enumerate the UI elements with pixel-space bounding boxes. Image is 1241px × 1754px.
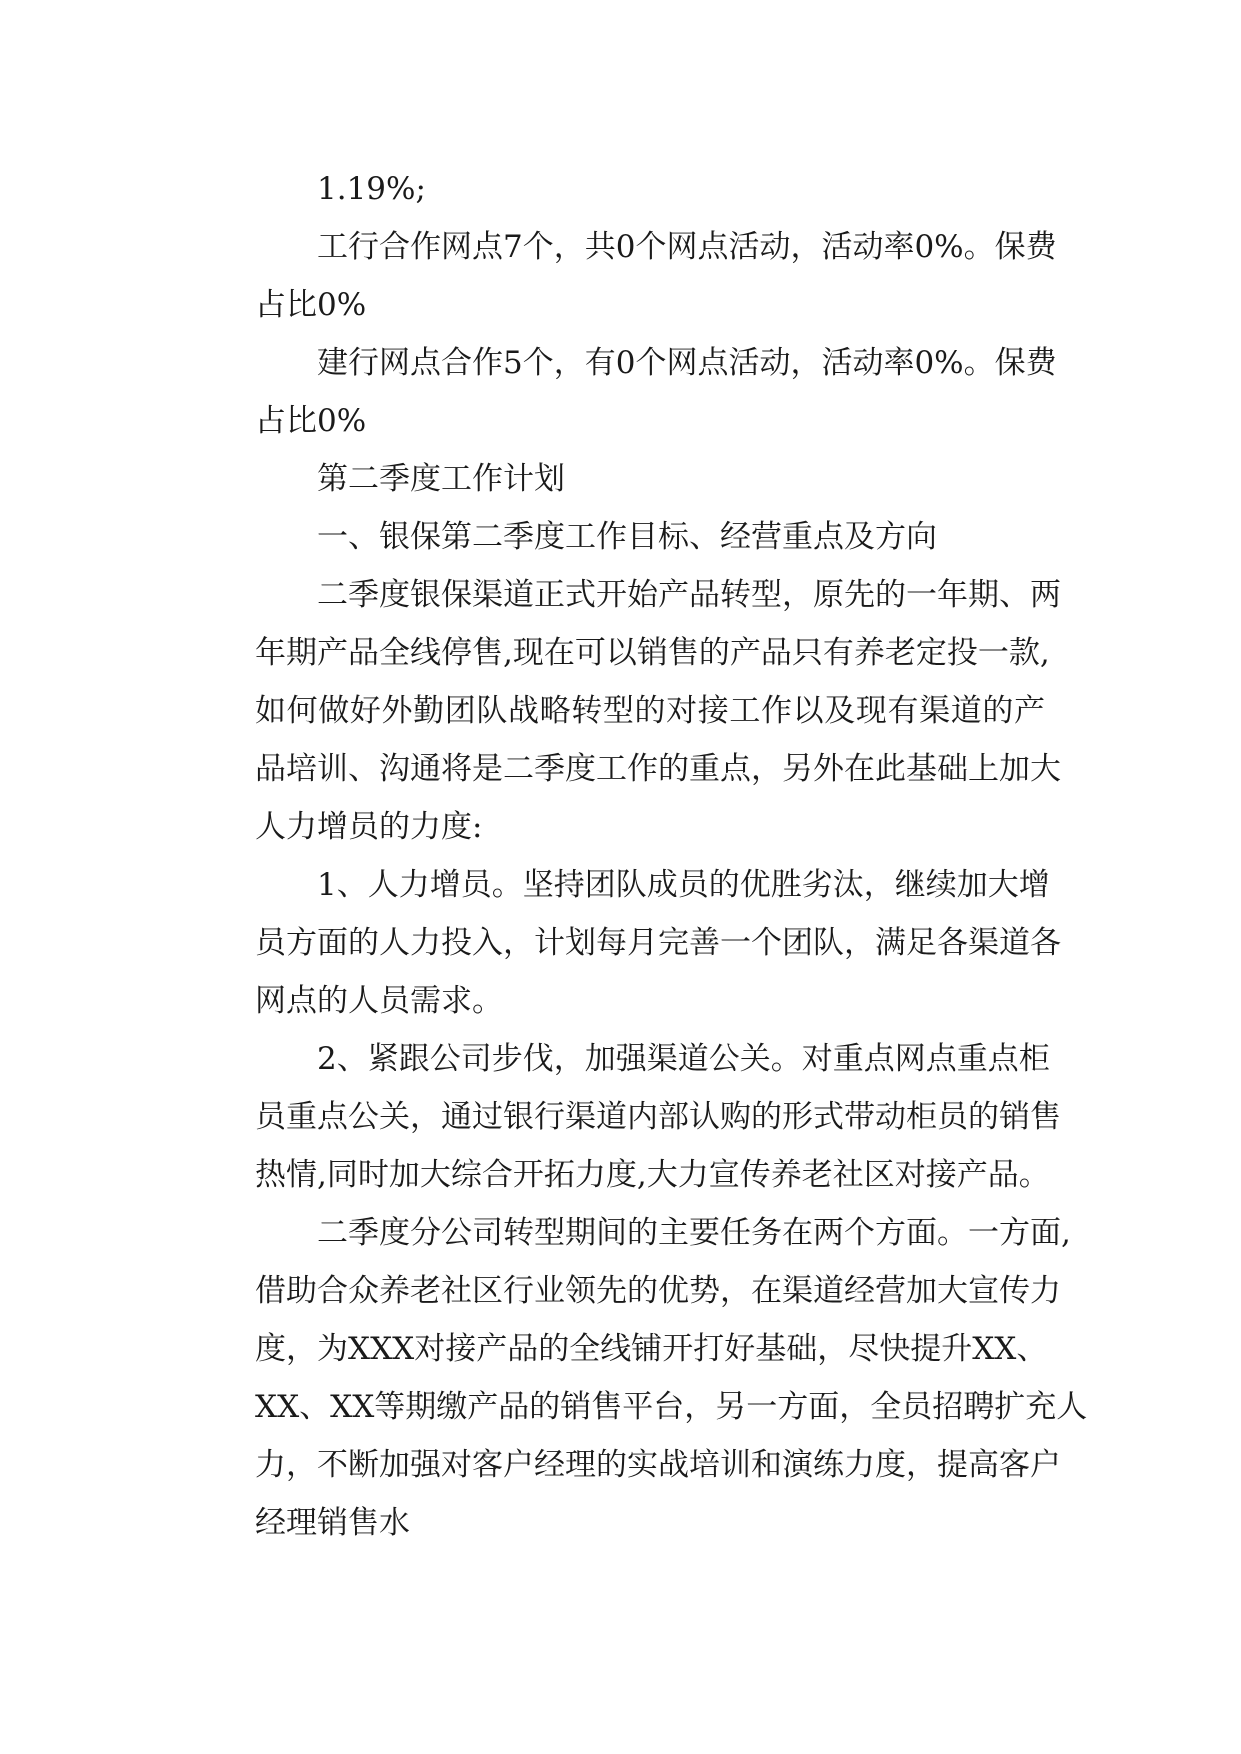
text-line: 1.19%; <box>317 171 426 207</box>
text-line: 经理销售水 <box>255 1505 410 1541</box>
subsection-heading-goals <box>193 508 1045 566</box>
text-line: 力，不断加强对客户经理的实战培训和演练力度，提高客户 <box>255 1447 1061 1483</box>
text-line: 二季度银保渠道正式开始产品转型，原先的一年期、两 <box>317 577 1061 613</box>
text-line: 度，为XXX对接产品的全线铺开打好基础，尽快提升XX、 <box>255 1331 1048 1367</box>
paragraph-main-tasks <box>193 1204 1088 1552</box>
text-line: 2、紧跟公司步伐，加强渠道公关。对重点网点重点柜 <box>317 1041 1050 1077</box>
section-heading: 第二季度工作计划 <box>317 461 565 497</box>
text-line: 借助合众养老社区行业领先的优势，在渠道经营加大宣传力 <box>255 1273 1061 1309</box>
text-line: 网点的人员需求。 <box>255 983 503 1019</box>
text-line: XX、XX等期缴产品的销售平台，另一方面，全员招聘扩充人 <box>255 1389 1088 1425</box>
text-line: 二季度分公司转型期间的主要任务在两个方面。一方面, <box>317 1215 1071 1251</box>
paragraph-item-1-recruitment <box>193 856 1061 1030</box>
text-line: 占比0% <box>255 403 367 439</box>
text-line: 热情,同时加大综合开拓力度,大力宣传养老社区对接产品。 <box>255 1157 1050 1193</box>
text-line: 如何做好外勤团队战略转型的对接工作以及现有渠道的产 <box>255 693 1045 729</box>
text-line: 工行合作网点7个，共0个网点活动，活动率0%。保费 <box>317 229 1057 265</box>
paragraph-item-2-channel-pr <box>193 1030 1061 1204</box>
paragraph-product-transition <box>193 566 1061 856</box>
text-line: 年期产品全线停售,现在可以销售的产品只有养老定投一款, <box>255 635 1050 671</box>
subsection-heading: 一、银保第二季度工作目标、经营重点及方向 <box>317 519 937 555</box>
text-line: 占比0% <box>255 287 367 323</box>
text-line: 建行网点合作5个，有0个网点活动，活动率0%。保费 <box>317 345 1057 381</box>
paragraph-icbc-outlets <box>193 218 1057 334</box>
document-body <box>193 160 1088 1552</box>
text-line: 员重点公关，通过银行渠道内部认购的形式带动柜员的销售 <box>255 1099 1061 1135</box>
text-line: 品培训、沟通将是二季度工作的重点，另外在此基础上加大 <box>255 751 1061 787</box>
paragraph-ccb-outlets <box>193 334 1057 450</box>
paragraph-premium-ratio <box>193 160 1045 218</box>
text-line: 1、人力增员。坚持团队成员的优胜劣汰，继续加大增 <box>317 867 1050 903</box>
section-heading-q2-plan <box>193 450 1045 508</box>
text-line: 员方面的人力投入，计划每月完善一个团队，满足各渠道各 <box>255 925 1061 961</box>
text-line: 人力增员的力度: <box>255 809 483 845</box>
